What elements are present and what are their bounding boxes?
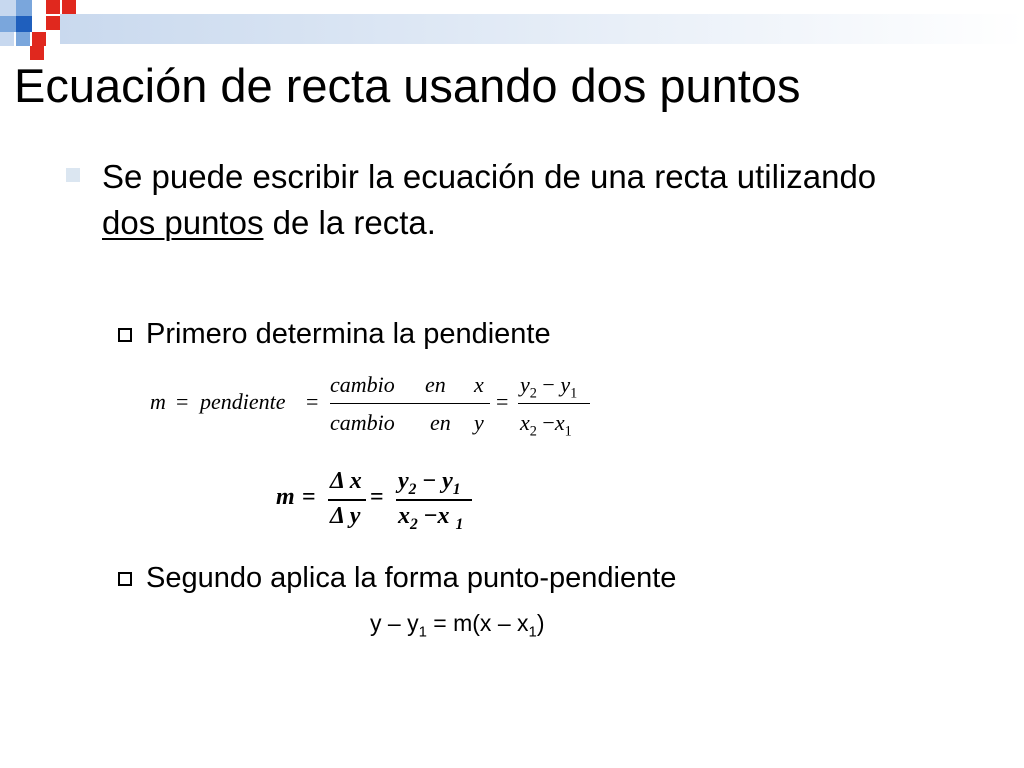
slide-title: Ecuación de recta usando dos puntos [14,59,801,112]
sub-bullet-1: Primero determina la pendiente [146,318,551,350]
sub-bullet-2: Segundo aplica la forma punto-pendiente [146,562,677,594]
header-decoration [0,0,1024,60]
sub-bullet-marker [118,572,132,586]
sub-bullet-marker [118,328,132,342]
bullet-text: Se puede escribir la ecuación de una recta utilizando dos puntos de la recta. [102,158,877,241]
formula-point-slope: $y - y_1 = m(x - x_1)$ [370,610,545,641]
underlined-phrase: dos puntos [102,204,264,241]
bullet-marker [66,168,80,182]
